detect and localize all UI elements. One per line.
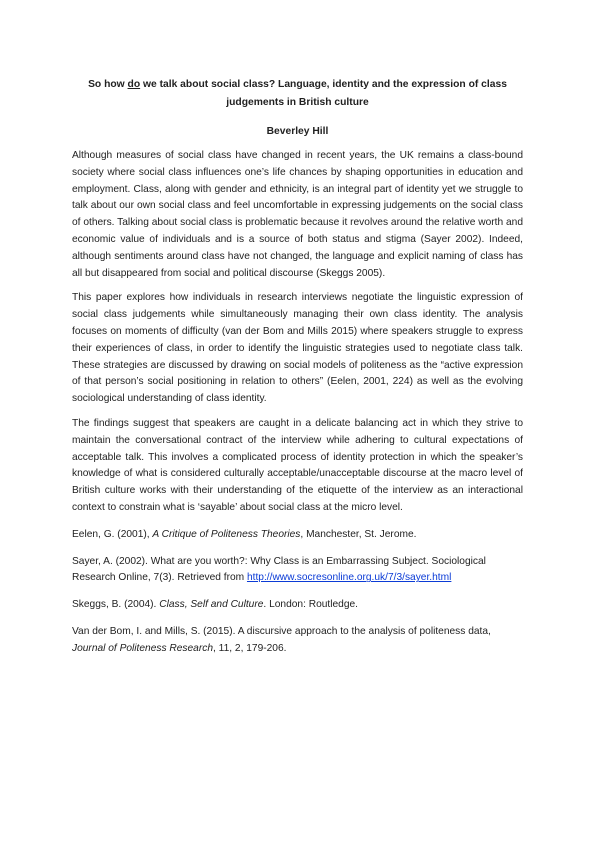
ref-text: , Manchester, St. Jerome.: [300, 528, 417, 540]
ref-title: Journal of Politeness Research: [72, 642, 214, 654]
abstract-paragraph-3: The findings suggest that speakers are caught in a delicate balancing act in which they strive to maintain the conversational contract of the interview while adhering to cultural expectations of acceptable talk. This involves a complicated process of identity protection in which the speaker’s knowledge of what is considered culturally acceptable/unacceptable discourse at the macro level of British culture works with their understanding of the etiquette of the interview as an interactional context to constrain what is ‘sayable’ about social class at the micro level.: [72, 417, 523, 513]
document-body: [72, 76, 523, 668]
sayer-url-link[interactable]: http://www.socresonline.org.uk/7/3/sayer.html: [246, 572, 452, 584]
title-part-post: we talk about social class? Language, identity and the expression of class judgements in British culture: [140, 79, 507, 108]
ref-title: A Critique of Politeness Theories: [152, 528, 301, 540]
ref-text: Van der Bom, I. and Mills, S. (2015). A discursive approach to the analysis of politeness data,: [72, 625, 491, 637]
ref-text: , 11, 2, 179-206.: [213, 642, 287, 654]
reference-eelen: [72, 527, 523, 544]
title-emphasis: do: [127, 79, 141, 90]
ref-text: . London: Routledge.: [263, 599, 359, 611]
reference-list: [72, 527, 523, 658]
reference-skeggs: [72, 597, 523, 614]
author-name: Beverley Hill: [266, 126, 329, 137]
abstract-paragraph-1: Although measures of social class have changed in recent years, the UK remains a class-bound society where social class influences one’s life chances by shaping opportunities in education and employment. Class, along with gender and ethnicity, is an integral part of identity yet we struggle to talk about our own social class and feel uncomfortable in expressing judgements on the social class of others. Talking about social class is problematic because it revolves around the relative worth and economic value of individuals and is a source of both status and stigma (Sayer 2002). Indeed, although sentiments around class have not changed, the language and explicit naming of class has all but disappeared from social and political discourse (Skeggs 2005).: [72, 150, 523, 279]
reference-sayer: [72, 554, 523, 588]
ref-text: Sayer, A. (2002). What are you worth?: Why Class is an Embarrassing Subject. Sociological Research Online, 7(3). Retrieved from: [72, 555, 486, 584]
ref-title: Class, Self and Culture: [159, 599, 264, 611]
ref-text: Eelen, G. (2001),: [72, 528, 153, 540]
reference-vanderbom: [72, 624, 523, 658]
abstract-paragraph-2: This paper explores how individuals in research interviews negotiate the linguistic expression of social class judgements while simultaneously managing their own class identity. The analysis focuses on moments of difficulty (van der Bom and Mills 2015) where speakers struggle to express their experiences of class, in order to identify the linguistic strategies used to negotiate class talk. These strategies are discussed by drawing on social models of politeness as the “active expression of that person’s social positioning in relation to others” (Eelen, 2001, 224) as well as the evolving sociological understanding of class identity.: [72, 292, 523, 405]
title-part-pre: So how: [88, 79, 128, 90]
paper-title: [72, 76, 523, 112]
ref-text: Skeggs, B. (2004).: [72, 599, 160, 611]
